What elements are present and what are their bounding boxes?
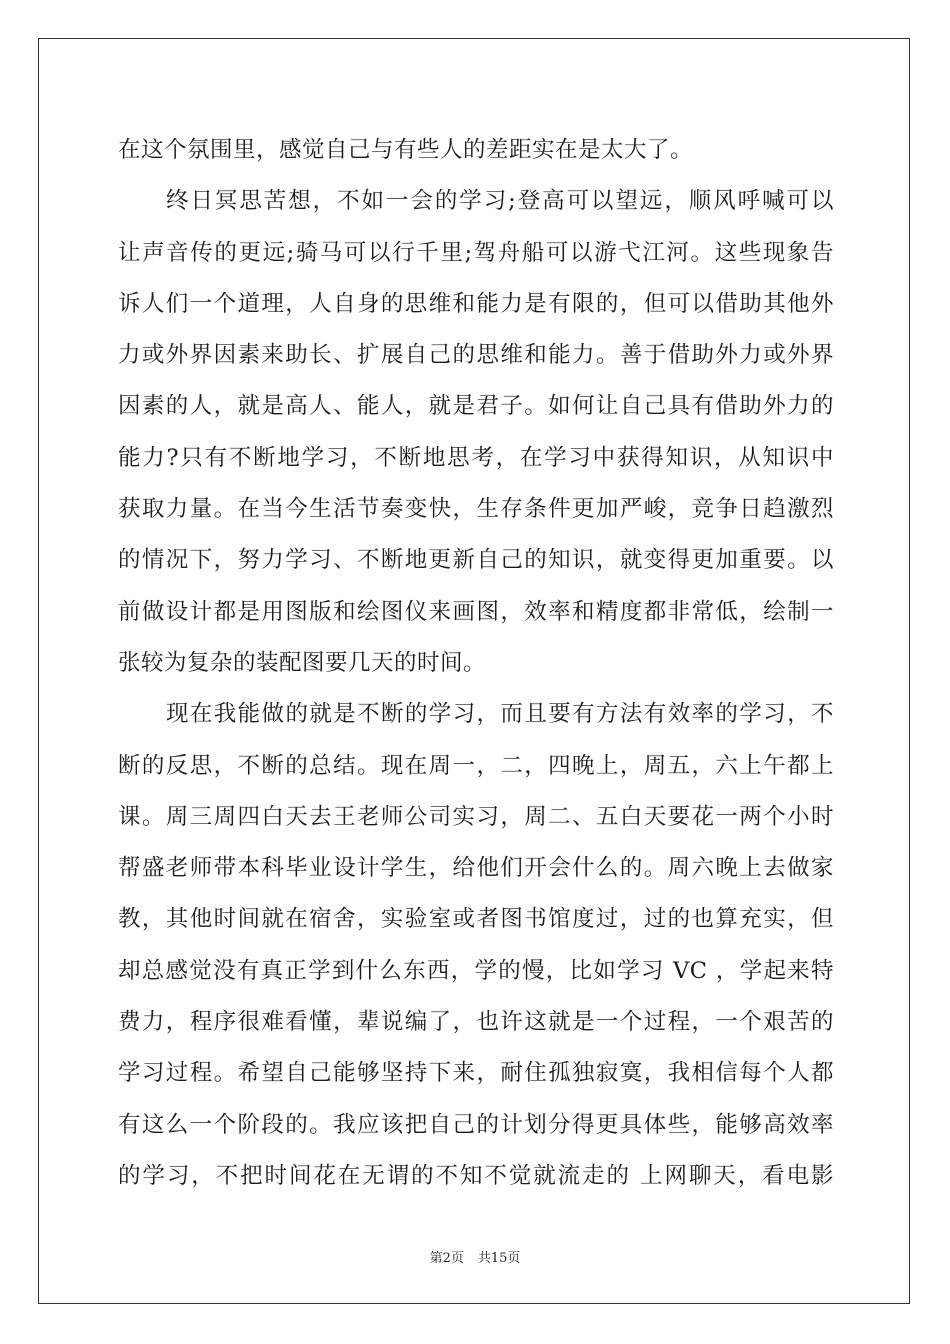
text-line: 力或外界因素来助长、扩展自己的思维和能力。善于借助外力或外界 [118, 342, 834, 369]
text-line: 断的反思，不断的总结。现在周一，二，四晚上，周五，六上午都上 [118, 752, 834, 779]
text-line: 学习过程。希望自己能够坚持下来，耐住孤独寂寞，我相信每个人都 [118, 1060, 834, 1087]
document-body [118, 125, 834, 1202]
text-line: 获取力量。在当今生活节奏变快，生存条件更加严峻，竞争日趋激烈 [118, 496, 834, 523]
text-line: 课。周三周四白天去王老师公司实习，周二、五白天要花一两个小时 [118, 803, 834, 830]
text-line: 因素的人，就是高人、能人，就是君子。如何让自己具有借助外力的 [118, 393, 834, 420]
text-line: 却总感觉没有真正学到什么东西，学的慢，比如学习 VC ，学起来特 [118, 957, 834, 984]
text-line: 终日冥思苦想，不如一会的学习;登高可以望远，顺风呼喊可以 [166, 188, 834, 215]
text-line: 张较为复杂的装配图要几天的时间。 [118, 649, 487, 676]
text-line: 在这个氛围里，感觉自己与有些人的差距实在是太大了。 [118, 137, 694, 163]
text-line: 能力?只有不断地学习，不断地思考，在学习中获得知识，从知识中 [118, 444, 834, 471]
text-line: 教，其他时间就在宿舍，实验室或者图书馆度过，过的也算充实，但 [118, 906, 834, 933]
text-line: 让声音传的更远;骑马可以行千里;驾舟船可以游弋江河。这些现象告 [118, 239, 834, 266]
text-line: 现在我能做的就是不断的学习，而且要有方法有效率的学习，不 [166, 701, 834, 728]
text-line: 有这么一个阶段的。我应该把自己的计划分得更具体些，能够高效率 [118, 1111, 834, 1138]
text-line: 的学习，不把时间花在无谓的不知不觉就流走的 上网聊天，看电影 [118, 1162, 834, 1189]
text-line: 帮盛老师带本科毕业设计学生，给他们开会什么的。周六晚上去做家 [118, 855, 834, 882]
text-line: 费力，程序很难看懂，辈说编了，也许这就是一个过程，一个艰苦的 [118, 1009, 834, 1036]
text-line: 前做设计都是用图版和绘图仪来画图，效率和精度都非常低，绘制一 [118, 598, 834, 625]
text-line: 的情况下，努力学习、不断地更新自己的知识，就变得更加重要。以 [118, 547, 834, 574]
page-number: 第2页 [429, 1251, 464, 1266]
page-footer [0, 1247, 950, 1266]
page-total: 共15页 [477, 1251, 521, 1266]
text-line: 诉人们一个道理，人自身的思维和能力是有限的，但可以借助其他外 [118, 290, 834, 317]
